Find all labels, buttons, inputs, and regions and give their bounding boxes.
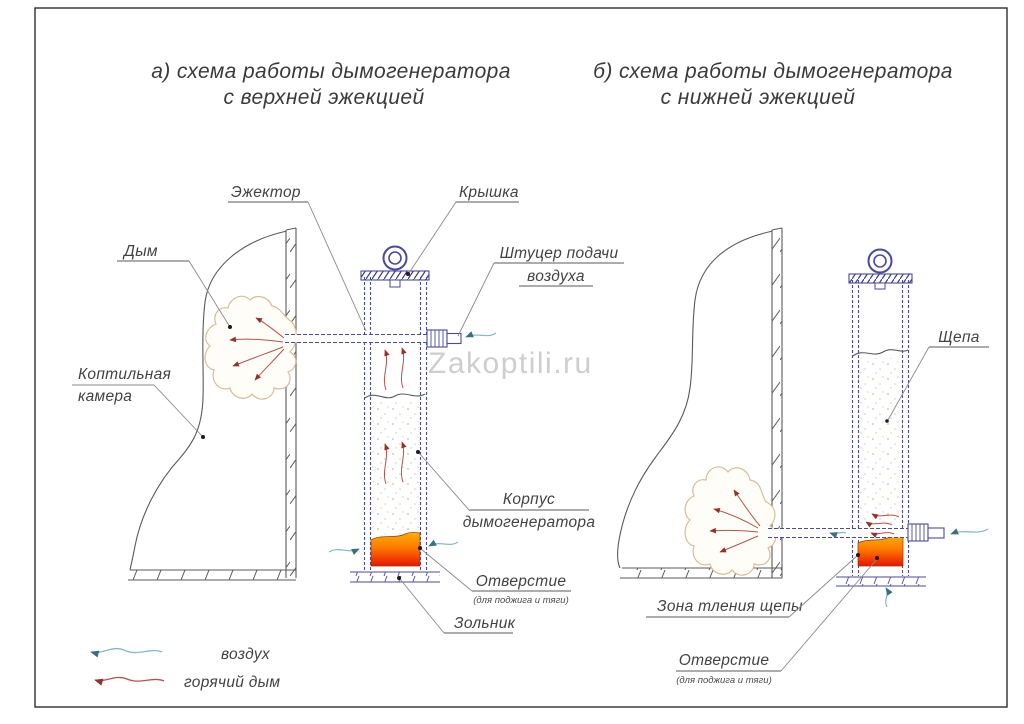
ash-pan-a [350, 572, 440, 582]
air-fitting-a [427, 330, 447, 347]
smoking-chamber-a [128, 228, 296, 580]
label-body [416, 450, 595, 531]
air-arrow-inlet-a [466, 333, 496, 337]
base-plate-b [836, 577, 926, 586]
lid-a [361, 271, 429, 280]
ejector-pipe-b [768, 524, 944, 541]
chamber-floor-a [130, 570, 296, 580]
ring-shackle-b [875, 283, 885, 289]
ring-shackle-a [390, 280, 400, 287]
lifting-ring-b [869, 250, 892, 273]
svg-text:Отверстие: Отверстие [475, 573, 567, 590]
diagram-b [618, 228, 989, 686]
air-fitting-b [908, 524, 928, 541]
wood-chips-a [371, 400, 420, 534]
title-b-line1: б) схема работы дымогенератора [593, 60, 953, 83]
air-arrow-bottom-right-a [429, 542, 458, 546]
air-arrow-sample [91, 649, 162, 653]
labels-a [72, 184, 624, 633]
title-a [151, 60, 511, 109]
air-nozzle-b [928, 528, 944, 538]
legend-air [91, 646, 271, 663]
title-a-line2: с верхней эжекцией [223, 86, 425, 109]
smoke-cloud-outline-b [685, 467, 776, 575]
title-b [593, 60, 953, 109]
chips-level-a [365, 394, 425, 398]
legend-air-label: воздух [221, 646, 270, 663]
label-lid [406, 184, 519, 276]
legend [91, 646, 280, 691]
legend-hot-smoke-label: горячий дым [184, 674, 281, 691]
title-b-line2: с нижней эжекцией [660, 86, 856, 109]
svg-text:Дым: Дым [124, 243, 158, 260]
ember-zone-b [858, 535, 903, 566]
chamber-left-curve [130, 231, 287, 570]
svg-text:Корпус: Корпус [502, 491, 556, 508]
svg-text:Крышка: Крышка [459, 184, 519, 201]
body-fill-a [365, 394, 425, 566]
svg-text:Эжектор: Эжектор [231, 184, 301, 201]
air-arrow-bottom-b [886, 588, 888, 607]
air-arrow-inlet-b [951, 529, 988, 534]
lid-b [849, 274, 912, 283]
label-air-fitting [458, 245, 624, 336]
smoke-cloud-b [685, 467, 776, 575]
svg-text:Зона тления щепы: Зона тления щепы [657, 598, 803, 615]
svg-text:Щепа: Щепа [938, 329, 980, 346]
ejector-pipe-a [285, 330, 461, 347]
legend-hot-smoke [95, 674, 280, 691]
hot-smoke-arrow-sample [95, 677, 164, 681]
svg-text:Отверстие: Отверстие [678, 652, 770, 669]
svg-text:(для поджига и тяги): (для поджига и тяги) [676, 675, 772, 686]
svg-text:Зольник: Зольник [454, 615, 516, 632]
smoke-cloud-a [205, 296, 296, 399]
title-a-line1: а) схема работы дымогенератора [151, 60, 511, 83]
svg-text:воздуха: воздуха [527, 268, 585, 285]
label-hole-a [418, 546, 571, 606]
svg-text:Коптильная: Коптильная [78, 366, 172, 383]
air-arrow-bottom-left-a [329, 549, 359, 552]
chamber-floor-b [622, 568, 782, 578]
lifting-ring-a [384, 247, 407, 270]
svg-text:камера: камера [78, 388, 133, 405]
ember-zone-a [371, 532, 420, 566]
svg-text:Штуцер подачи: Штуцер подачи [499, 245, 619, 262]
smoke-cloud-outline [205, 296, 296, 399]
wood-chips-b [858, 358, 903, 526]
svg-text:(для поджига и тяги): (для поджига и тяги) [473, 595, 569, 606]
svg-text:дымогенератора: дымогенератора [462, 514, 596, 531]
diagram-a [72, 184, 624, 633]
watermark: Zakoptili.ru [428, 347, 593, 380]
label-chamber [72, 366, 205, 439]
chips-level-b [853, 350, 908, 356]
